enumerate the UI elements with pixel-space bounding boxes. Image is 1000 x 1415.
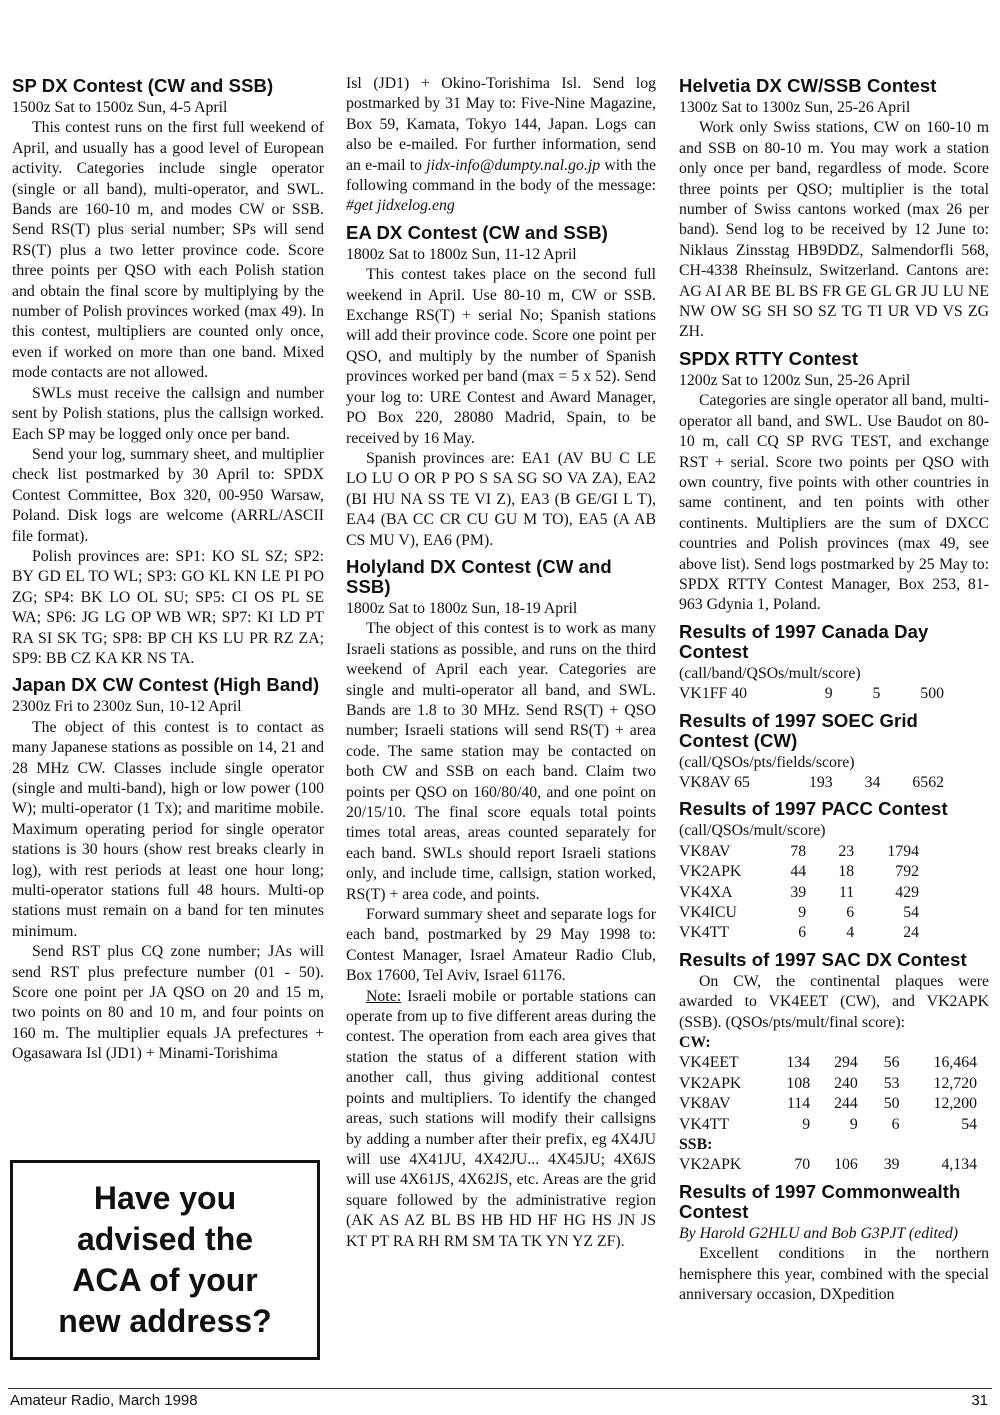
- result-cell: VK8AV: [679, 1095, 731, 1113]
- box-line-2: advised the: [76, 1221, 254, 1257]
- result-cell: 500: [920, 685, 944, 703]
- result-cell: 244: [834, 1095, 858, 1113]
- result-row: [679, 923, 919, 943]
- sp-dx-paragraph-2: SWLs must receive the callsign and number sent by Polish stations, plus the callsign worked. Each SP may be logged only once per band.: [12, 384, 324, 443]
- result-cell: 240: [834, 1074, 858, 1092]
- result-cell: 9: [824, 685, 833, 703]
- spdx-rtty-paragraph-1: Categories are single operator all band, multi-operator all band, and SWL. Use Baudot on 80-10 m, call CQ SP RVG TEST, and exchange RST + serial. Score two points per QSO with own country, five points with other countries in same continent, and ten points with other continents. Multipliers are the sum of DXCC countries and Polish provinces (max 49, see above list). Send logs postmarked by 25 May to: SPDX RTTY Contest Manager, Box 253, 81-963 Gdynia 1, Poland.: [679, 392, 989, 614]
- soec-table: [679, 773, 944, 793]
- soec-header: (call/QSOs/pts/fields/score): [679, 753, 855, 771]
- commonwealth-byline: By Harold G2HLU and Bob G3PJT (edited): [679, 1224, 959, 1242]
- result-cell: 294: [834, 1054, 858, 1072]
- sp-dx-date: 1500z Sat to 1500z Sun, 4-5 April: [12, 99, 228, 116]
- holyland-paragraph-1: The object of this contest is to work as many Israeli stations as possible, and runs on the third weekend of April each year. Categories are single and multi-operator all band, and SWL. Bands are 1.8 to 30 MHz. Send RS(T) + QSO number; Israeli stations will send RS(T) + area code. The same station may be contacted on both CW and SSB on each band. Claim two points per QSO on 160/80/40, and one point on 20/15/10. The final score equals total points times total areas, areas counted separately for each band. SWLs should report Israeli stations only, and include time, callsign, station worked, RS(T) + area code, and points.: [346, 620, 656, 903]
- note-label: Note:: [366, 987, 402, 1005]
- canada-day-header: (call/band/QSOs/mult/score): [679, 664, 861, 682]
- column-1: [12, 70, 324, 1065]
- helvetia-paragraph-1: Work only Swiss stations, CW on 160-10 m and SSB on 80-10 m. You may work a station only once per band, regardless of mode. Score three points per QSO; multiplier is the total number of Swiss cantons worked (max 26 per band). Send log to be received by 12 June to: Niklaus Zinsstag HB9DDZ, Salmendorfli 568, CH-4338 Rheinsulz, Switzerland. Cantons are: AG AI AR BE BL BS FR GE GL GR JU LU NE NW OW SG SH SO SZ TG TI UR VD VS ZG ZH.: [679, 119, 989, 341]
- result-cell: 792: [895, 863, 919, 881]
- result-cell: VK2APK: [679, 1074, 742, 1092]
- sp-dx-paragraph-4: Polish provinces are: SP1: KO SL SZ; SP2: BY GD EL TO WL; SP3: GO KL KN LE PI PO ZG; SP4: BK LO OL SU; SP5: CI OS PL SE WA; SP6: JG LG OP WB WR; SP7: KI LD PT RA SI SK TG; SP8: BP CH KS LU PR RZ ZA; SP9: BB CZ KA KR NS TA.: [12, 547, 324, 667]
- address-reminder-box: [10, 1160, 320, 1360]
- result-cell: 6: [846, 904, 855, 921]
- sp-dx-title: SP DX Contest (CW and SSB): [12, 75, 274, 96]
- japan-dx-paragraph-1: The object of this contest is to contact as many Japanese stations as possible on 14, 21 and 28 MHz CW. Classes include single operator (single and multi-band), high or low power (100 W); multi-operator (1 Tx); and maritime mobile. Maximum operating period for single operator stations is 30 hours (show rest breaks clearly in log), with rest periods at least one hour long; multi-operator stations full 48 hours. Multi-op stations must remain on a band for ten minutes minimum.: [12, 718, 324, 940]
- result-cell: 50: [883, 1095, 900, 1113]
- result-cell: VK4XA: [679, 883, 733, 901]
- sac-cw-table: [679, 1053, 977, 1135]
- result-cell: 39: [790, 883, 807, 901]
- sac-cw-label: CW:: [679, 1034, 711, 1052]
- spdx-rtty-title: SPDX RTTY Contest: [679, 347, 859, 369]
- result-cell: 114: [787, 1095, 811, 1113]
- sac-ssb-label: SSB:: [679, 1136, 713, 1154]
- japan-command: #get jidxelog.eng: [346, 197, 455, 215]
- result-row: [679, 1074, 977, 1094]
- result-cell: 4,134: [941, 1156, 977, 1174]
- box-line-3: ACA of your: [72, 1262, 258, 1298]
- result-cell: VK4EET: [679, 1054, 739, 1072]
- result-cell: 9: [798, 904, 807, 921]
- result-cell: 108: [786, 1074, 811, 1092]
- pacc-title: Results of 1997 PACC Contest: [679, 798, 948, 820]
- result-cell: 429: [895, 883, 919, 901]
- canada-day-title: Results of 1997 Canada Day Contest: [679, 620, 929, 662]
- result-cell: VK4TT: [679, 1115, 730, 1133]
- result-cell: 56: [883, 1054, 900, 1072]
- japan-dx-date: 2300z Fri to 2300z Sun, 10-12 April: [12, 698, 242, 716]
- result-cell: VK2APK: [679, 1156, 742, 1174]
- result-row: [679, 883, 919, 903]
- result-row: [679, 684, 944, 704]
- japan-dx-title: Japan DX CW Contest (High Band): [12, 674, 320, 696]
- result-cell: VK8AV 65: [679, 773, 750, 791]
- result-cell: 70: [794, 1156, 811, 1174]
- result-cell: 54: [903, 904, 919, 921]
- result-cell: 24: [903, 924, 919, 942]
- holyland-date: 1800z Sat to 1800z Sun, 18-19 April: [346, 599, 578, 617]
- helvetia-title: Helvetia DX CW/SSB Contest: [679, 75, 937, 96]
- result-cell: 39: [883, 1156, 900, 1174]
- result-cell: VK1FF 40: [679, 685, 748, 703]
- result-cell: 9: [802, 1115, 811, 1133]
- japan-email: jidx-info@dumpty.nal.go.jp: [426, 156, 601, 174]
- sac-title: Results of 1997 SAC DX Contest: [679, 948, 967, 970]
- result-cell: 11: [838, 883, 855, 901]
- sac-paragraph-1: On CW, the continental plaques were awarded to VK4EET (CW), and VK2APK (SSB). (QSOs/pts/mult/final score):: [679, 972, 989, 1031]
- holyland-title: Holyland DX Contest (CW and SSB): [346, 555, 612, 597]
- result-cell: VK4TT: [679, 924, 730, 942]
- sp-dx-paragraph-3: Send your log, summary sheet, and multiplier check list postmarked by 30 April to: SPDX Contest Committee, Box 320, 00-950 Warsaw, Poland. Disk logs are welcome (ARRL/ASCII file format).: [12, 445, 324, 545]
- result-cell: 23: [838, 842, 855, 860]
- pacc-header: (call/QSOs/mult/score): [679, 822, 826, 840]
- result-row: [679, 1053, 977, 1073]
- ea-dx-title: EA DX Contest (CW and SSB): [346, 221, 608, 243]
- result-cell: 9: [849, 1115, 858, 1133]
- result-cell: 6: [798, 924, 807, 942]
- box-line-4: new address?: [58, 1303, 272, 1339]
- result-cell: 44: [790, 863, 807, 881]
- result-cell: 193: [808, 773, 833, 791]
- result-cell: 6: [891, 1115, 900, 1133]
- holyland-paragraph-2: Forward summary sheet and separate logs for each band, postmarked by 29 May 1998 to: Contest Manager, Israel Amateur Radio Club, Box 17600, Tel Aviv, Israel 61176.: [346, 906, 656, 985]
- column-3: [679, 70, 989, 1306]
- commonwealth-title: Results of 1997 Commonwealth Contest: [679, 1180, 961, 1222]
- result-row: [679, 1094, 977, 1114]
- ea-dx-paragraph-1: This contest takes place on the second full weekend in April. Use 80-10 m, CW or SSB. Exchange RS(T) + serial No; Spanish stations will add their province code. Score one point per QSO, and multiply by the number of Spanish provinces worked per band (max = 5 x 52). Send your log to: URE Contest and Award Manager, PO Box 220, 28080 Madrid, Spain, to be received by 16 May.: [346, 266, 656, 447]
- result-cell: 53: [883, 1074, 900, 1092]
- holyland-note: Note: Israeli mobile or portable stations can operate from up to five different areas during the contest. The operation from each area gives that station the status of a different station with another call, thus giving additional contest points and multipliers. To identify the changed areas, such stations will modify their callsigns by adding a number after their prefix, eg 4X4JU will use 4X41JU, 4X42JU... 4X45JU; 4X6JS will use 4X61JS, 4X62JS, etc. Areas are the grid square followed by the administrative region (AK AS AZ BL BS HB HD HF HG HS JN JS KT PT RA RH RM SM TA TK YN YZ ZF).: [346, 987, 656, 1250]
- pacc-table: [679, 842, 919, 944]
- result-cell: VK8AV: [679, 842, 731, 860]
- commonwealth-paragraph-1: Excellent conditions in the northern hemisphere this year, combined with the special anniversary occasion, DXpedition: [679, 1245, 989, 1304]
- result-cell: 106: [834, 1156, 858, 1174]
- result-cell: VK2APK: [679, 863, 742, 881]
- footer-publication: Amateur Radio, March 1998: [10, 1392, 198, 1409]
- canada-day-table: [679, 684, 944, 704]
- result-row: [679, 862, 919, 882]
- result-row: [679, 1115, 977, 1135]
- footer-divider: [8, 1388, 992, 1389]
- result-cell: 6562: [912, 773, 944, 791]
- result-cell: VK4ICU: [679, 904, 737, 921]
- soec-title: Results of 1997 SOEC Grid Contest (CW): [679, 709, 918, 751]
- result-row: [679, 903, 919, 923]
- page-number: 31: [971, 1392, 988, 1409]
- japan-dx-paragraph-2: Send RST plus CQ zone number; JAs will send RST plus prefecture number (01 - 50). Score one point per JA QSO on 20 and 15 m, two points on 80 and 10 m, and four points on 160 m. The multiplier equals JA prefectures + Ogasawara Isl (JD1) + Minami-Torishima: [12, 943, 324, 1063]
- result-cell: 134: [786, 1054, 811, 1072]
- sac-ssb-table: [679, 1155, 977, 1175]
- helvetia-date: 1300z Sat to 1300z Sun, 25-26 April: [679, 99, 911, 116]
- result-cell: 1794: [887, 842, 919, 860]
- result-cell: 34: [864, 773, 881, 791]
- japan-dx-continued: Isl (JD1) + Okino-Torishima Isl. Send log postmarked by 31 May to: Five-Nine Magazine, Box 59, Kamata, Tokyo 144, Japan. Logs can also be e-mailed. For further information, send an e-mail to jidx-info@dumpty.nal.go.jp with the following command in the body of the message: #get jidxelog.eng: [346, 75, 656, 215]
- result-cell: 54: [961, 1115, 977, 1133]
- result-cell: 4: [846, 924, 855, 942]
- result-row: [679, 1155, 977, 1175]
- result-cell: 16,464: [933, 1054, 977, 1072]
- result-cell: 12,200: [933, 1095, 977, 1113]
- ea-dx-paragraph-2: Spanish provinces are: EA1 (AV BU C LE LO LU O OR P PO S SA SG SO VA ZA), EA2 (BI HU NA SS TE VI Z), EA3 (B GE/GI L T), EA4 (BA CC CR CU GU M TO), EA5 (A AB CS MU V), EA6 (PM).: [346, 449, 656, 549]
- result-cell: 5: [872, 685, 881, 703]
- result-cell: 12,720: [933, 1074, 977, 1092]
- box-line-1: Have you: [93, 1180, 237, 1216]
- result-row: [679, 842, 919, 862]
- column-2: [346, 70, 656, 1252]
- result-cell: 18: [838, 863, 855, 881]
- result-cell: 78: [790, 842, 807, 860]
- result-row: [679, 773, 944, 793]
- sp-dx-paragraph-1: This contest runs on the first full weekend of April, and usually has a good level of European activity. Categories include single operator (single or all band), multi-operator, and SWL. Bands are 160-10 m, and modes CW or SSB. Send RS(T) plus serial number; SPs will send RS(T) plus a two letter province code. Score three points per QSO with each Polish station and obtain the final score by multiplying by the number of Polish provinces worked (max 49). In this contest, multipliers are counted only once, even if worked on more than one band. Mixed mode contacts are not allowed.: [12, 119, 324, 382]
- spdx-rtty-date: 1200z Sat to 1200z Sun, 25-26 April: [679, 371, 911, 389]
- ea-dx-date: 1800z Sat to 1800z Sun, 11-12 April: [346, 245, 577, 263]
